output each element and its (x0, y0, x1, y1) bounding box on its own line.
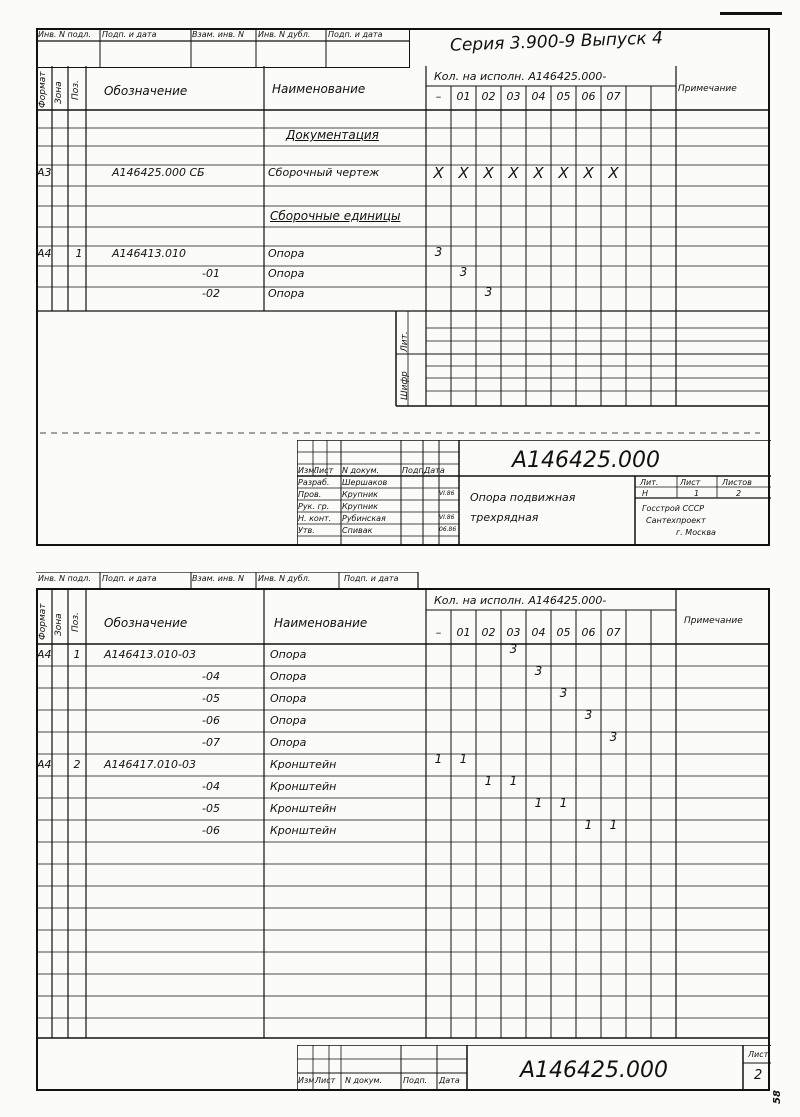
row-mark: X (533, 164, 544, 182)
title2-sheet-label: Лист (748, 1050, 769, 1059)
variant-7: 07 (606, 90, 621, 103)
row2-designation: -06 (202, 714, 220, 727)
title-org-2: Сантехпроект (646, 516, 706, 525)
title-sheets-value: 2 (736, 489, 742, 498)
row2-mark: 1 (509, 774, 518, 788)
row2-mark: 1 (534, 796, 543, 810)
role-name: Крупник (342, 490, 378, 499)
hdr-format: Формат (38, 71, 48, 108)
variant-5: 05 (556, 90, 571, 103)
row-designation: -01 (202, 267, 220, 280)
hdr2-pos: Поз. (71, 612, 81, 632)
row2-mark: 1 (559, 796, 568, 810)
hdr-note: Примечание (678, 84, 737, 94)
row2-designation: -05 (202, 692, 220, 705)
row2-designation: А146417.010-03 (104, 758, 196, 771)
row-mark: X (558, 164, 569, 182)
row2-mark: 3 (559, 686, 568, 700)
row2-mark: 1 (584, 818, 593, 832)
side-shifr: Шифр (400, 371, 410, 400)
variant2-0: – (435, 626, 442, 639)
strip-podp-data-2: Подп. и дата (328, 30, 383, 39)
strip-inv-dubl: Инв. N дубл. (258, 30, 311, 39)
col2-list: Лист (315, 1076, 336, 1085)
row2-designation: А146413.010-03 (104, 648, 196, 661)
row-name: Сборочный чертеж (268, 166, 380, 179)
row2-name: Кронштейн (270, 758, 337, 771)
row-mark: 3 (459, 265, 468, 279)
row2-designation: -04 (202, 780, 220, 793)
row-pos: 1 (75, 247, 83, 260)
row2-pos: 2 (73, 758, 81, 771)
hdr2-name: Наименование (274, 616, 368, 630)
variant-4: 04 (531, 90, 546, 103)
row2-mark: 1 (484, 774, 493, 788)
hdr2-note: Примечание (684, 616, 743, 626)
variant-6: 06 (581, 90, 596, 103)
row-name: Опора (268, 247, 305, 260)
row2-mark: 1 (609, 818, 618, 832)
row2-mark: 1 (434, 752, 443, 766)
row2-format: А4 (37, 758, 52, 771)
sheet-1-top-strip-lines (36, 28, 416, 70)
hdr2-format: Формат (38, 603, 48, 640)
role-label: Разраб. (298, 478, 330, 487)
role-label: Н. конт. (298, 514, 332, 523)
sheet-1-top-line (720, 12, 782, 15)
row2-designation: -05 (202, 802, 220, 815)
title-org-3: г. Москва (676, 528, 716, 537)
strip2-inv-podl: Инв. N подл. (38, 574, 91, 583)
row2-format: А4 (37, 648, 52, 661)
hdr-pos: Поз. (71, 80, 81, 100)
row2-mark: 3 (609, 730, 618, 744)
hdr2-designation: Обозначение (104, 616, 188, 630)
variant2-3: 03 (506, 626, 521, 639)
page-number: 58 (772, 1090, 783, 1104)
row2-pos: 1 (73, 648, 81, 661)
section-assembly-units: Сборочные единицы (270, 209, 401, 223)
hdr-zone: Зона (54, 81, 64, 104)
col-podp: Подп. (402, 466, 427, 475)
hdr-qty-title: Кол. на исполн. А146425.000- (434, 70, 607, 83)
role-date: 06.86 (439, 526, 457, 533)
row-mark: X (483, 164, 494, 182)
title-org-1: Госстрой СССР (642, 504, 705, 513)
row2-name: Опора (270, 692, 307, 705)
row2-designation: -06 (202, 824, 220, 837)
role-label: Рук. гр. (298, 502, 330, 511)
hdr2-qty-title: Кол. на исполн. А146425.000- (434, 594, 607, 607)
variant2-6: 06 (581, 626, 596, 639)
title-code: А146425.000 (512, 448, 661, 473)
row-mark: 3 (434, 245, 443, 259)
strip2-vzam: Взам. инв. N (192, 574, 244, 583)
row-mark: 3 (484, 285, 493, 299)
variant-0: – (435, 90, 442, 103)
row-mark: X (608, 164, 619, 182)
sheet-1-dashed-line (40, 430, 760, 436)
row-format: А4 (37, 247, 52, 260)
title2-sheet-value: 2 (754, 1068, 763, 1083)
row-format: А3 (37, 166, 52, 179)
role-name: Рубинская (342, 514, 386, 523)
row-mark: X (433, 164, 444, 182)
role-date: VI.86 (439, 514, 455, 521)
row2-mark: 3 (584, 708, 593, 722)
col-izm: Изм. (298, 466, 317, 475)
col2-podp: Подп. (403, 1076, 428, 1085)
role-name: Крупник (342, 502, 378, 511)
strip2-podp-data: Подп. и дата (102, 574, 157, 583)
row-mark: X (508, 164, 519, 182)
row-designation: А146425.000 СБ (112, 166, 205, 179)
variant-2: 02 (481, 90, 496, 103)
title-sheets-label: Листов (722, 478, 752, 487)
row-designation: -02 (202, 287, 220, 300)
row2-mark: 3 (509, 642, 518, 656)
side-lit: Лит. (400, 331, 410, 352)
row-name: Опора (268, 267, 305, 280)
row2-name: Кронштейн (270, 780, 337, 793)
row-designation: А146413.010 (112, 247, 187, 260)
strip-podp-data: Подп. и дата (102, 30, 157, 39)
variant2-2: 02 (481, 626, 496, 639)
title2-code: А146425.000 (520, 1058, 669, 1083)
row-mark: X (583, 164, 594, 182)
title-sheet-value: 1 (694, 489, 700, 498)
variant2-7: 07 (606, 626, 621, 639)
col-list: Лист (313, 466, 334, 475)
role-name: Спивак (342, 526, 373, 535)
strip2-inv-dubl: Инв. N дубл. (258, 574, 311, 583)
title-lit-value: Н (642, 489, 649, 498)
variant-3: 03 (506, 90, 521, 103)
row2-name: Опора (270, 648, 307, 661)
role-name: Шершаков (342, 478, 388, 487)
col-data: Дата (424, 466, 445, 475)
row2-name: Опора (270, 736, 307, 749)
section-documentation: Документация (286, 128, 379, 142)
variant-1: 01 (456, 90, 471, 103)
col-ndoc: N докум. (342, 466, 380, 475)
title-lit-label: Лит. (640, 478, 659, 487)
variant2-4: 04 (531, 626, 546, 639)
row2-name: Опора (270, 670, 307, 683)
strip-vzam: Взам. инв. N (192, 30, 244, 39)
title-doc-name: Опора подвижная трехрядная (470, 491, 576, 524)
row2-name: Опора (270, 714, 307, 727)
series-title: Серия 3.900-9 Выпуск 4 (449, 28, 664, 56)
row2-mark: 3 (534, 664, 543, 678)
row2-designation: -07 (202, 736, 220, 749)
strip2-podp-data-2: Подп. и дата (344, 574, 399, 583)
col2-data: Дата (439, 1076, 460, 1085)
variant2-5: 05 (556, 626, 571, 639)
row2-mark: 1 (459, 752, 468, 766)
hdr-name: Наименование (272, 82, 366, 96)
role-date: VI.86 (439, 490, 455, 497)
role-label: Пров. (298, 490, 322, 499)
row-name: Опора (268, 287, 305, 300)
row2-name: Кронштейн (270, 824, 337, 837)
row2-name: Кронштейн (270, 802, 337, 815)
variant2-1: 01 (456, 626, 471, 639)
role-label: Утв. (298, 526, 315, 535)
title-sheet-label: Лист (680, 478, 701, 487)
strip-inv-podl: Инв. N подл. (38, 30, 91, 39)
col2-ndoc: N докум. (345, 1076, 383, 1085)
col2-izm: Изм. (298, 1076, 317, 1085)
row2-designation: -04 (202, 670, 220, 683)
row-mark: X (458, 164, 469, 182)
hdr-designation: Обозначение (104, 84, 188, 98)
hdr2-zone: Зона (54, 613, 64, 636)
